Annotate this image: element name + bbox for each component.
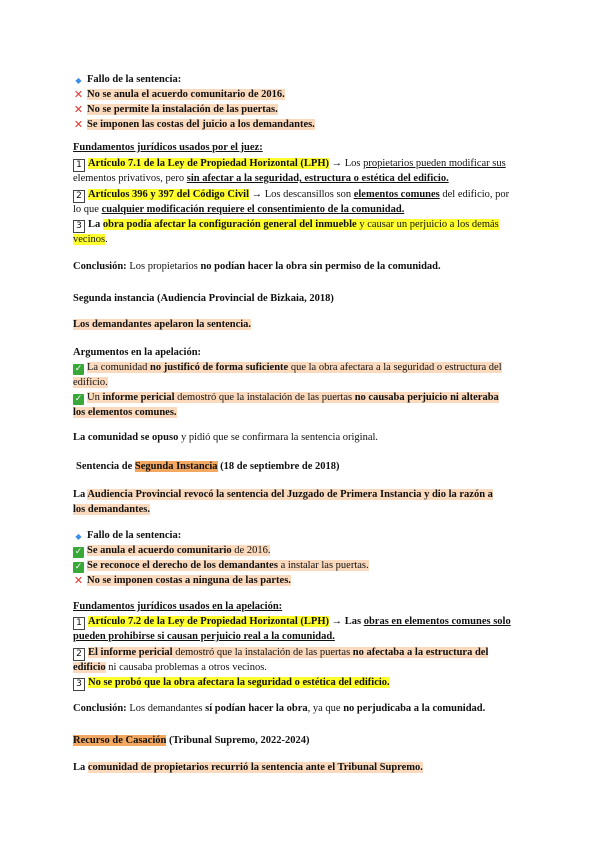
- fallo-heading-1: [73, 72, 533, 87]
- text: (18 de septiembre de 2018): [217, 461, 340, 472]
- fundamento-apel-2: [73, 645, 533, 661]
- argumento-2-cont: [73, 405, 533, 420]
- fallo-item-text: Se imponen las costas del juicio a los demandantes.: [87, 119, 315, 130]
- green-check-icon: ✓: [74, 394, 83, 404]
- text: La comunidad se opuso: [73, 432, 179, 443]
- casacion-heading: [73, 733, 533, 748]
- green-check-icon: ✓: [74, 562, 83, 572]
- fallo-title: Fallo de la sentencia:: [87, 74, 182, 85]
- fundamento-2-cont: [73, 202, 533, 217]
- section-title: Argumentos en la apelación:: [73, 347, 202, 358]
- text: demostró que la instalación de las puertas: [174, 392, 355, 403]
- segunda-instancia-heading: [73, 291, 533, 306]
- oposicion-statement: [73, 430, 533, 445]
- revocacion-statement-cont: [73, 502, 533, 517]
- text: los elementos comunes.: [73, 407, 177, 418]
- conclusion-label: Conclusión:: [73, 703, 127, 714]
- text: sin afectar a la seguridad, estructura o estética del edificio.: [186, 173, 449, 184]
- fallo-title: Fallo de la sentencia:: [87, 530, 182, 541]
- arrow-icon: →: [331, 158, 343, 169]
- fundamento-3: [73, 217, 533, 233]
- text: vecinos: [73, 234, 106, 245]
- text: no causaba perjuicio ni alteraba: [354, 392, 499, 403]
- fundamento-1-cont: [73, 171, 533, 186]
- fundamento-apel-1: [73, 614, 533, 630]
- text: La: [73, 762, 88, 773]
- section-title: Fundamentos jurídicos usados en la apelación:: [73, 601, 283, 612]
- fallo-item: [73, 102, 533, 117]
- red-cross-icon: ✕: [73, 103, 84, 116]
- text: del edificio, por: [439, 189, 510, 200]
- text: (Tribunal Supremo, 2022-2024): [166, 735, 310, 746]
- text: No se imponen costas a ninguna de las partes.: [87, 575, 291, 586]
- bold-article: Artículos 396 y 397 del Código Civil: [88, 189, 250, 200]
- text: Un: [87, 392, 103, 403]
- text: no perjudicaba a la comunidad.: [343, 703, 486, 714]
- fallo-item: [73, 573, 533, 588]
- fundamento-1: [73, 156, 533, 172]
- red-cross-icon: ✕: [73, 574, 84, 587]
- fallo-item-text: No se anula el acuerdo comunitario de 2016.: [87, 89, 285, 100]
- text: informe pericial: [102, 392, 175, 403]
- text: revocó la sentencia del Juzgado de Primera Instancia y dio la razón a: [181, 489, 493, 500]
- text: La: [88, 219, 103, 230]
- text: propietarios pueden modificar sus: [363, 158, 506, 169]
- text: no justificó de forma suficiente: [149, 362, 289, 373]
- text: Segunda Instancia: [134, 461, 218, 472]
- argumento-1: [73, 360, 533, 375]
- text: pueden prohibirse si causan perjuicio real a la comunidad.: [73, 631, 335, 642]
- argumentos-heading: [73, 345, 533, 360]
- bold-article: Artículo 7.2 de la Ley de Propiedad Horizontal (LPH): [88, 616, 329, 627]
- digit-one-icon: 1: [73, 617, 85, 630]
- text: La comunidad: [87, 362, 150, 373]
- arrow-icon: →: [331, 616, 343, 627]
- text: .: [105, 234, 108, 245]
- text: , pero: [160, 173, 187, 184]
- text: El informe pericial: [88, 647, 173, 658]
- text: edificio.: [73, 377, 108, 388]
- blue-diamond-icon: ◆: [75, 76, 82, 85]
- arrow-icon: →: [251, 189, 263, 200]
- text: elementos comunes: [353, 189, 440, 200]
- fallo-item: [73, 558, 533, 573]
- conclusion-2: [73, 701, 533, 716]
- text: cualquier modificación requiere el consentimiento de la comunidad.: [101, 204, 405, 215]
- fallo-item: [73, 543, 533, 558]
- fundamentos-heading-2: [73, 599, 533, 614]
- text: de 2016.: [231, 545, 271, 556]
- text: Los propietarios: [126, 261, 201, 272]
- text: los demandantes.: [73, 504, 151, 515]
- text: sí podían hacer la obra: [205, 703, 308, 714]
- text: Los demandantes apelaron la sentencia.: [73, 319, 252, 330]
- red-cross-icon: ✕: [73, 118, 84, 131]
- section-title: Segunda instancia (Audiencia Provincial de Bizkaia, 2018): [73, 293, 334, 304]
- text: No se probó que la obra afectara la seguridad o estética del edificio.: [88, 677, 390, 688]
- text: y pidió que se confirmara la sentencia original.: [178, 432, 379, 443]
- text: Los descansillos son: [262, 189, 354, 200]
- fallo-heading-2: [73, 528, 533, 543]
- blue-diamond-icon: ◆: [75, 532, 82, 541]
- digit-one-icon: 1: [73, 159, 85, 172]
- text: comunidad de propietarios recurrió la sentencia ante el Tribunal Supremo.: [87, 762, 423, 773]
- fundamento-apel-1-cont: [73, 629, 533, 644]
- text: Se reconoce el derecho de los demandantes: [87, 560, 278, 571]
- sentencia-segunda-heading: [76, 459, 536, 474]
- conclusion-label: Conclusión:: [73, 261, 127, 272]
- text: lo que: [73, 204, 102, 215]
- fallo-item: [73, 117, 533, 132]
- digit-two-icon: 2: [73, 648, 85, 661]
- fundamento-3-cont: [73, 232, 533, 247]
- text: obras en elementos comunes solo: [363, 616, 511, 627]
- apelacion-statement: [73, 317, 533, 332]
- conclusion-1: [73, 259, 533, 274]
- text: no podían hacer la obra sin permiso de la comunidad.: [200, 261, 441, 272]
- text: demostró que la instalación de las puertas: [172, 647, 353, 658]
- text: La: [73, 489, 88, 500]
- bold-article: Artículo 7.1 de la Ley de Propiedad Horizontal (LPH): [88, 158, 329, 169]
- fallo-item-text: No se permite la instalación de las puertas.: [87, 104, 278, 115]
- text: obra podía afectar la configuración general del inmueble: [102, 219, 357, 230]
- fundamentos-heading-1: [73, 140, 533, 155]
- fundamento-apel-3: [73, 675, 533, 691]
- red-cross-icon: ✕: [73, 88, 84, 101]
- text: ni causaba problemas a otros vecinos.: [105, 662, 267, 673]
- argumento-1-cont: [73, 375, 533, 390]
- text: edificio: [73, 662, 106, 673]
- text: elementos privativos: [73, 173, 161, 184]
- revocacion-statement: [73, 487, 533, 502]
- fundamento-2: [73, 187, 533, 203]
- text: Los demandantes: [126, 703, 206, 714]
- text: que la obra afectara a la seguridad o estructura del: [288, 362, 502, 373]
- text: Sentencia de: [76, 461, 135, 472]
- text: Las: [342, 616, 364, 627]
- text: a instalar las puertas.: [277, 560, 369, 571]
- fallo-item: [73, 87, 533, 102]
- recurso-statement: [73, 760, 533, 775]
- digit-two-icon: 2: [73, 190, 85, 203]
- text: Recurso de Casación: [73, 735, 167, 746]
- digit-three-icon: 3: [73, 220, 85, 233]
- section-title: Fundamentos jurídicos usados por el juez:: [73, 142, 263, 153]
- argumento-2: [73, 390, 533, 405]
- green-check-icon: ✓: [74, 547, 83, 557]
- fundamento-apel-2-cont: [73, 660, 533, 675]
- text: y causar un perjuicio a los demás: [356, 219, 499, 230]
- text: Los: [342, 158, 364, 169]
- text: Audiencia Provincial: [87, 489, 182, 500]
- text: no afectaba a la estructura del: [352, 647, 489, 658]
- green-check-icon: ✓: [74, 364, 83, 374]
- text: , ya que: [307, 703, 344, 714]
- text: Se anula el acuerdo comunitario: [87, 545, 232, 556]
- digit-three-icon: 3: [73, 678, 85, 691]
